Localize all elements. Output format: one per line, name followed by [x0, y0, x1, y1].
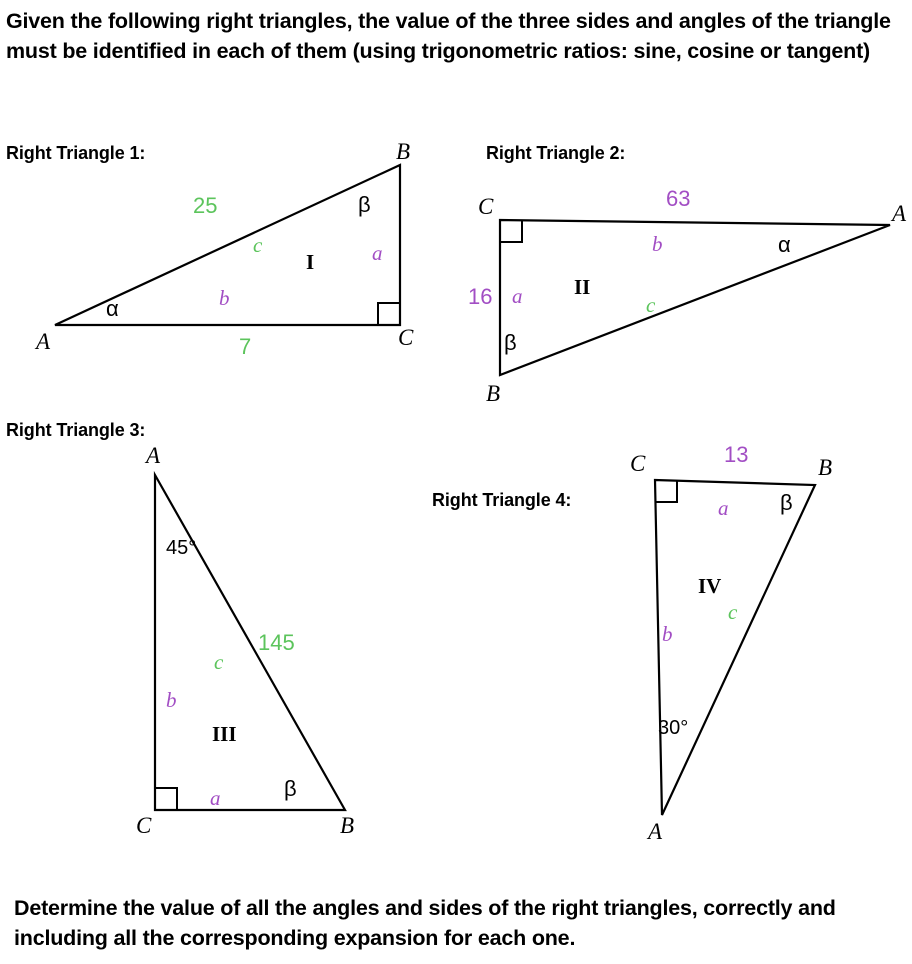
triangle-3-angle-beta: β — [284, 776, 297, 801]
triangle-3-side-b-label: b — [166, 688, 177, 712]
triangle-1-figure — [0, 140, 450, 370]
triangle-2-side-b-label: b — [652, 232, 663, 256]
triangle-4-side-b-label: b — [662, 622, 673, 646]
triangle-2-side-a-label: a — [512, 284, 523, 308]
triangle-1-angle-alpha: α — [106, 296, 119, 321]
triangle-3-vertex-b: B — [340, 813, 355, 838]
triangle-1-vertex-b: B — [396, 139, 411, 164]
triangle-2-vertex-a: A — [892, 201, 907, 226]
triangle-4-angle-beta: β — [780, 490, 793, 515]
triangle-3-roman-numeral: III — [212, 722, 237, 746]
triangle-1-heading: Right Triangle 1: — [6, 143, 146, 163]
triangle-3-angle-45: 45° — [166, 537, 197, 559]
triangle-2-figure — [470, 140, 912, 430]
triangle-1-side-a-label: a — [372, 241, 383, 265]
triangle-3-figure — [0, 440, 420, 860]
triangle-2-angle-alpha: α — [778, 232, 791, 257]
triangle-4-top-measure: 13 — [724, 442, 749, 467]
triangle-4-heading: Right Triangle 4: — [432, 490, 572, 510]
triangle-3-side-c-label: c — [214, 650, 224, 674]
triangle-3-vertex-c: C — [136, 813, 152, 838]
triangle-2-vertex-c: C — [478, 194, 494, 219]
triangle-1-roman-numeral: I — [306, 250, 315, 274]
triangle-1-vertex-a: A — [36, 329, 51, 354]
triangle-4-vertex-c: C — [630, 451, 646, 476]
triangle-2-heading: Right Triangle 2: — [486, 143, 626, 163]
triangle-1-base-measure: 7 — [239, 334, 252, 359]
triangle-4-side-c-label: c — [728, 600, 738, 624]
triangle-2-vertex-b: B — [486, 381, 501, 406]
triangle-2-roman-numeral: II — [574, 275, 591, 299]
bottom-instruction-text: Determine the value of all the angles and sides of the right triangles, correctly and including all the corresponding expansion for each one. — [14, 896, 836, 950]
triangle-4-roman-numeral: IV — [698, 574, 722, 598]
triangle-4-vertex-a: A — [648, 819, 663, 844]
triangle-2-left-measure: 16 — [468, 284, 493, 309]
triangle-3-vertex-a: A — [146, 443, 161, 468]
triangle-4-vertex-b: B — [818, 455, 833, 480]
triangle-2-side-c-label: c — [646, 293, 656, 317]
triangle-4-angle-30: 30° — [658, 717, 689, 739]
triangle-4-figure — [600, 440, 912, 860]
triangle-2-top-measure: 63 — [666, 186, 691, 211]
triangle-1-side-b-label: b — [219, 286, 230, 310]
triangle-1-side-c-label: c — [253, 233, 263, 257]
triangle-1-hypotenuse-measure: 25 — [193, 193, 218, 218]
triangle-1-vertex-c: C — [398, 325, 414, 350]
triangle-2-angle-beta: β — [504, 330, 517, 355]
triangle-1-angle-beta: β — [358, 192, 371, 217]
top-instruction-text: Given the following right triangles, the value of the three sides and angles of the triangle must be identified in each of them (using trigonometric ratios: sine, cosine or tangent) — [6, 9, 891, 63]
triangle-3-heading: Right Triangle 3: — [6, 420, 146, 440]
triangle-3-side-a-label: a — [210, 786, 221, 810]
triangle-3-hypotenuse-measure: 145 — [258, 630, 295, 655]
triangle-4-side-a-label: a — [718, 496, 729, 520]
